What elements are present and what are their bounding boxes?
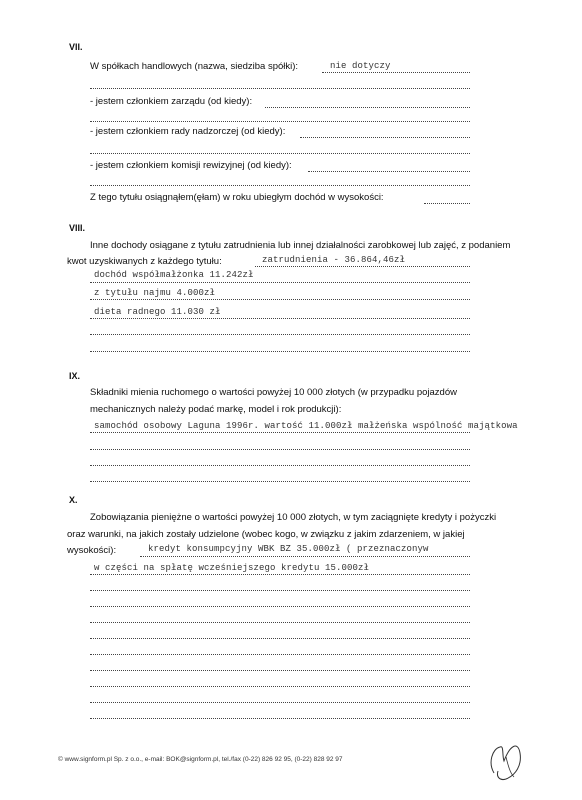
answer-line [308, 171, 470, 172]
signature-mark [480, 735, 530, 785]
answer-line [265, 107, 470, 108]
answer-line [90, 686, 470, 687]
section-8-line-1: Inne dochody osiągane z tytułu zatrudnienia lub innej działalności zarobkowej lub zajęć, z podaniem [90, 240, 511, 251]
answer-rental-income: z tytułu najmu 4.000zł [94, 288, 216, 298]
answer-line [90, 351, 470, 352]
answer-vehicle: samochód osobowy Laguna 1996r. wartość 11.000zł małżeńska wspólność majątkowa [94, 421, 518, 431]
income-question: Z tego tytułu osiągnąłem(ęłam) w roku ubiegłym dochód w wysokości: [90, 192, 384, 203]
section-10-line-1: Zobowiązania pieniężne o wartości powyżej 10 000 złotych, w tym zaciągnięte kredyty i pożyczki [90, 512, 497, 523]
answer-line [90, 718, 470, 719]
section-10-line-3: wysokości): [67, 545, 117, 556]
answer-line [90, 670, 470, 671]
section-7-intro: W spółkach handlowych (nazwa, siedziba spółki): [90, 61, 299, 72]
section-10-number: X. [69, 495, 78, 505]
answer-line [90, 481, 470, 482]
answer-line [90, 432, 470, 433]
section-7-number: VII. [69, 42, 83, 52]
answer-line [322, 72, 470, 73]
section-9-number: IX. [69, 371, 81, 381]
answer-line [90, 638, 470, 639]
answer-line [90, 318, 470, 319]
section-9-line-2: mechanicznych należy podać markę, model i rok produkcji): [90, 404, 342, 415]
question-audit-committee: - jestem członkiem komisji rewizyjnej (od kiedy): [90, 160, 292, 171]
answer-line [90, 702, 470, 703]
footer-copyright: © www.signform.pl Sp. z o.o., e-mail: BOK@signform.pl, tel./fax (0-22) 826 92 95, (0-22) 828 92 97 [58, 756, 343, 763]
answer-line [90, 88, 470, 89]
answer-line [424, 203, 470, 204]
answer-line [140, 556, 470, 557]
section-10-line-2: oraz warunki, na jakich zostały udzielone (wobec kogo, w związku z jakim zdarzeniem, w jakiej [67, 529, 465, 540]
answer-line [255, 266, 470, 267]
answer-loan-2: w części na spłatę wcześniejszego kredytu 15.000zł [94, 563, 370, 573]
answer-line [90, 622, 470, 623]
section-7-intro-answer: nie dotyczy [330, 61, 391, 71]
answer-line [90, 654, 470, 655]
question-board-member: - jestem członkiem zarządu (od kiedy): [90, 96, 253, 107]
answer-line [90, 590, 470, 591]
answer-line [90, 185, 470, 186]
section-8-number: VIII. [69, 223, 86, 233]
answer-loan-1: kredyt konsumpcyjny WBK BZ 35.000zł ( przeznaczonyw [148, 544, 429, 554]
answer-line [90, 449, 470, 450]
answer-line [90, 574, 470, 575]
answer-line [90, 334, 470, 335]
answer-line [90, 121, 470, 122]
answer-spouse-income: dochód współmałżonka 11.242zł [94, 270, 254, 280]
answer-employment: zatrudnienia - 36.864,46zł [262, 255, 406, 265]
answer-councillor-allowance: dieta radnego 11.030 zł [94, 307, 221, 317]
section-8-line-2: kwot uzyskiwanych z każdego tytułu: [67, 256, 222, 267]
answer-line [90, 606, 470, 607]
section-9-line-1: Składniki mienia ruchomego o wartości powyżej 10 000 złotych (w przypadku pojazdów [90, 387, 457, 398]
question-supervisory-board: - jestem członkiem rady nadzorczej (od kiedy): [90, 126, 286, 137]
answer-line [90, 299, 470, 300]
answer-line [300, 137, 470, 138]
answer-line [90, 465, 470, 466]
answer-line [90, 153, 470, 154]
answer-line [90, 282, 470, 283]
